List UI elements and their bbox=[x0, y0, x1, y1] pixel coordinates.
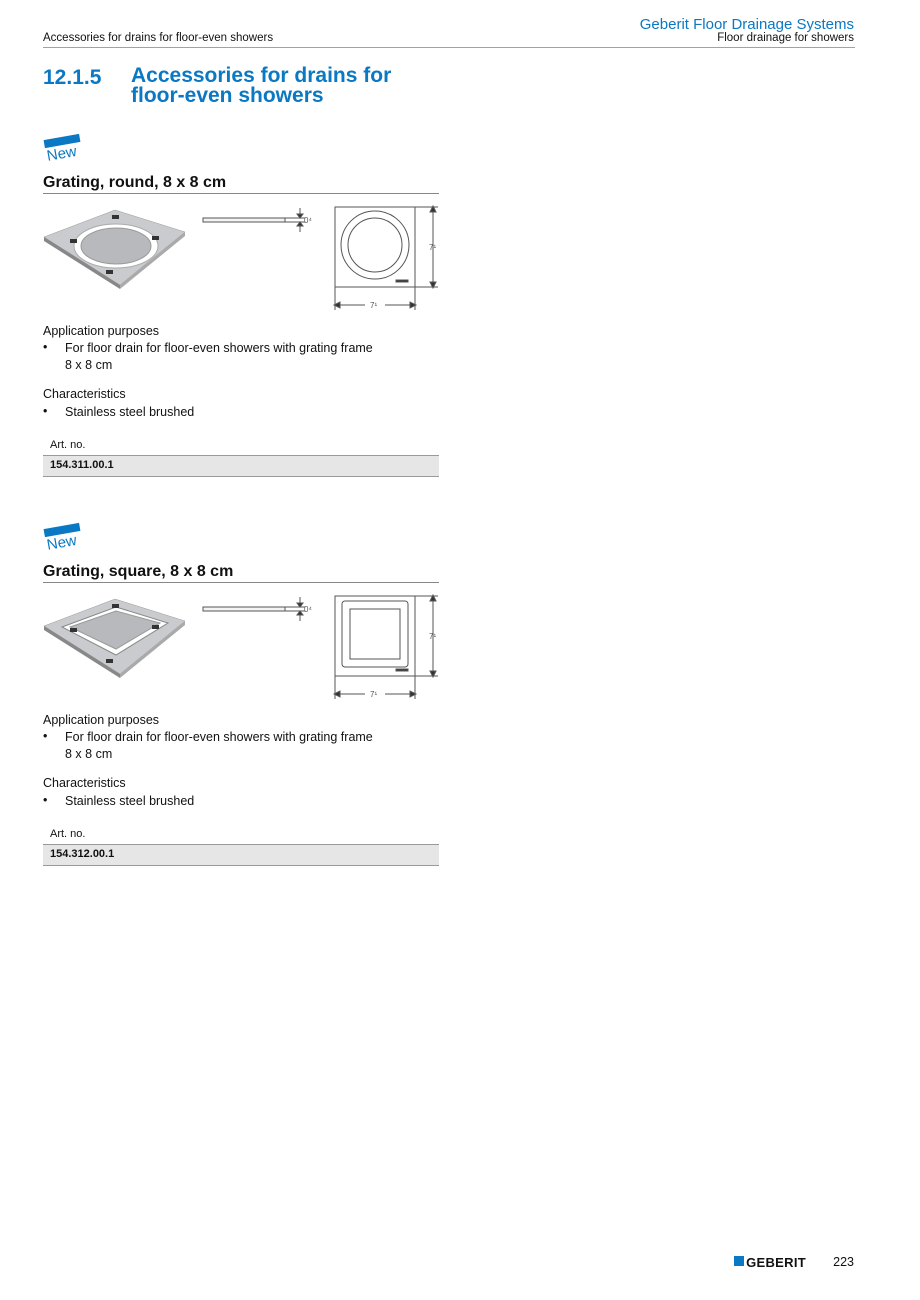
characteristics-heading: Characteristics bbox=[43, 387, 126, 401]
section-title bbox=[131, 66, 391, 106]
page-number: 223 bbox=[833, 1255, 854, 1269]
art-no-label: Art. no. bbox=[50, 439, 86, 451]
product-block-square bbox=[0, 519, 460, 879]
bullet-text-line2: 8 x 8 cm bbox=[65, 358, 113, 372]
bullet-icon: • bbox=[43, 340, 48, 354]
art-no-value: 154.311.00.1 bbox=[50, 459, 114, 471]
bullet-icon: • bbox=[43, 729, 48, 743]
side-view-drawing bbox=[203, 597, 305, 621]
height-dimension: 7¹ bbox=[429, 243, 437, 252]
product-photo bbox=[44, 210, 185, 289]
product-title: Grating, round, 8 x 8 cm bbox=[43, 174, 227, 191]
art-no-label: Art. no. bbox=[50, 828, 86, 840]
height-dimension: 7¹ bbox=[429, 632, 437, 641]
art-no-value: 154.312.00.1 bbox=[50, 848, 115, 860]
width-dimension: 7¹ bbox=[370, 690, 378, 699]
bullet-icon: • bbox=[43, 404, 48, 418]
bullet-text: Stainless steel brushed bbox=[65, 405, 195, 419]
characteristics-heading: Characteristics bbox=[43, 776, 126, 790]
side-view-drawing bbox=[203, 208, 305, 232]
section-title-line2: floor-even showers bbox=[131, 84, 324, 107]
art-no-row bbox=[43, 844, 439, 866]
running-header-subtitle: Floor drainage for showers bbox=[717, 32, 854, 44]
new-badge: New bbox=[45, 142, 79, 165]
application-heading: Application purposes bbox=[43, 324, 160, 338]
bullet-text-line1: For floor drain for floor-even showers with grating frame bbox=[65, 341, 373, 355]
thickness-dimension: 0⁴ bbox=[304, 605, 312, 614]
product-drawings bbox=[40, 200, 440, 315]
title-divider bbox=[43, 193, 439, 194]
section-title-line1: Accessories for drains for bbox=[131, 64, 392, 87]
new-badge: New bbox=[45, 531, 79, 554]
product-block-round bbox=[0, 130, 460, 490]
product-title: Grating, square, 8 x 8 cm bbox=[43, 563, 234, 580]
product-drawings bbox=[40, 589, 440, 704]
product-photo bbox=[44, 599, 185, 678]
title-divider bbox=[43, 582, 439, 583]
bullet-text-line2: 8 x 8 cm bbox=[65, 747, 113, 761]
width-dimension: 7¹ bbox=[370, 301, 378, 310]
section-number: 12.1.5 bbox=[43, 66, 102, 89]
bullet-icon: • bbox=[43, 793, 48, 807]
running-header-left: Accessories for drains for floor-even showers bbox=[43, 32, 274, 44]
geberit-logo-square bbox=[734, 1256, 744, 1266]
thickness-dimension: 0⁴ bbox=[304, 216, 312, 225]
art-no-row bbox=[43, 455, 439, 477]
bullet-text: Stainless steel brushed bbox=[65, 794, 195, 808]
top-view-drawing bbox=[334, 206, 438, 310]
bullet-text-line1: For floor drain for floor-even showers with grating frame bbox=[65, 730, 373, 744]
header-divider bbox=[43, 47, 855, 48]
running-header-brand: Geberit Floor Drainage Systems bbox=[639, 16, 854, 33]
top-view-drawing bbox=[334, 595, 438, 699]
application-heading: Application purposes bbox=[43, 713, 160, 727]
geberit-logo: GEBERIT bbox=[746, 1255, 806, 1270]
